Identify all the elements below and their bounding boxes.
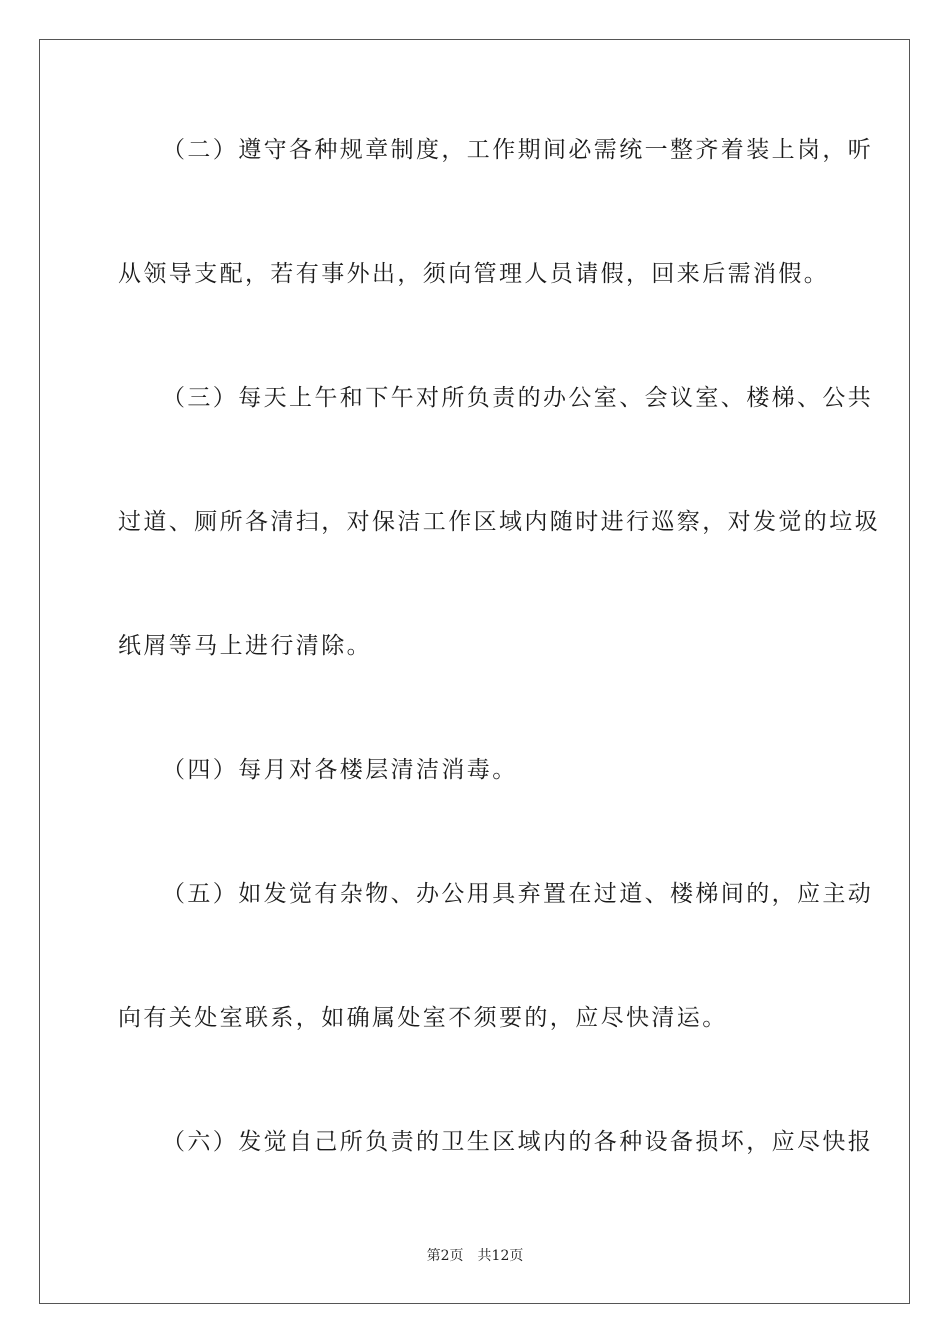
paragraph-line: 纸屑等马上进行清除。 [118,633,372,659]
page-footer [0,1247,950,1265]
paragraph-line: （四）每月对各楼层清洁消毒。 [162,757,518,783]
page-border [39,39,910,1304]
paragraph-line: （二）遵守各种规章制度，工作期间必需统一整齐着装上岗，听 [162,137,874,163]
paragraph-line: （五）如发觉有杂物、办公用具弃置在过道、楼梯间的，应主动 [162,881,874,907]
paragraph-line: （三）每天上午和下午对所负责的办公室、会议室、楼梯、公共 [162,385,874,411]
page-number: 第2页 [426,1248,464,1264]
paragraph-line: 从领导支配，若有事外出，须向管理人员请假，回来后需消假。 [118,261,830,287]
paragraph-line: 向有关处室联系，如确属处室不须要的，应尽快清运。 [118,1005,728,1031]
page-total: 共12页 [477,1248,524,1264]
paragraph-line: （六）发觉自己所负责的卫生区域内的各种设备损坏，应尽快报 [162,1129,874,1155]
paragraph-line: 过道、厕所各清扫，对保洁工作区域内随时进行巡察，对发觉的垃圾 [118,509,880,535]
